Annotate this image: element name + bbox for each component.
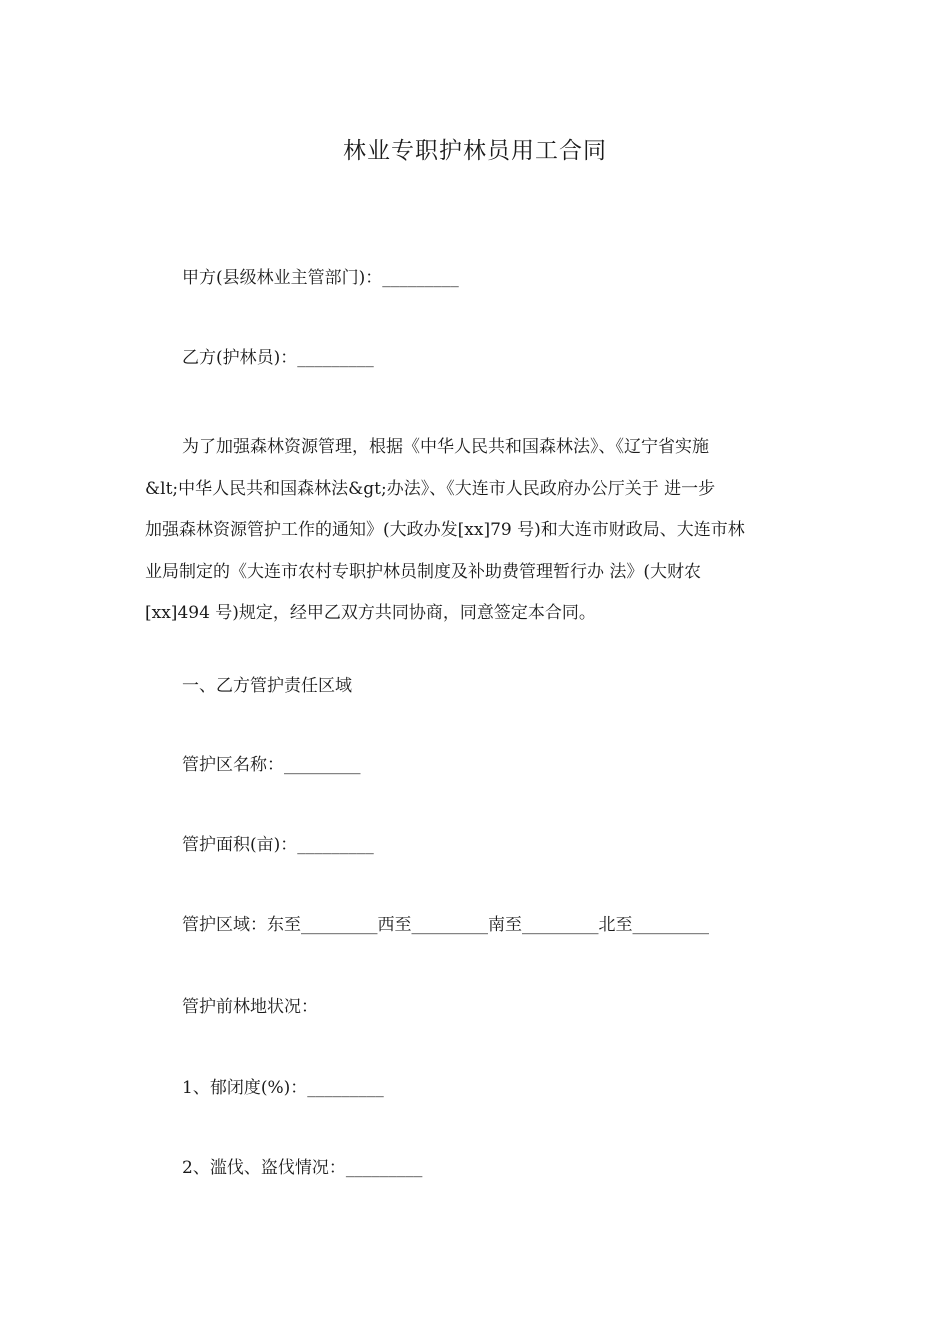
document-title: 林业专职护林员用工合同 [343, 138, 607, 164]
item-2-line: 2、滥伐、盗伐情况：_________ [182, 1158, 423, 1178]
intro-line-2: &lt;中华人民共和国森林法&gt;办法》、《大连市人民政府办公厅关于 进一步 [145, 478, 716, 499]
section-1-heading: 一、乙方管护责任区域 [182, 676, 352, 696]
item-1-line: 1、郁闭度(%)：_________ [182, 1078, 384, 1098]
area-name-line: 管护区名称：_________ [182, 755, 361, 775]
intro-paragraph [145, 427, 810, 635]
area-size-line: 管护面积(亩)：_________ [182, 835, 374, 855]
party-b-line: 乙方(护林员)：_________ [182, 348, 374, 368]
intro-line-5: [xx]494 号)规定，经甲乙双方共同协商，同意签定本合同。 [145, 603, 596, 623]
intro-line-3: 加强森林资源管护工作的通知》(大政办发[xx]79 号)和大连市财政局、大连市林 [145, 520, 745, 540]
intro-line-1: 为了加强森林资源管理，根据《中华人民共和国森林法》、《辽宁省实施 [182, 437, 709, 457]
pre-condition-line: 管护前林地状况： [182, 997, 318, 1017]
party-a-line: 甲方(县级林业主管部门)：_________ [182, 268, 459, 288]
intro-line-4: 业局制定的《大连市农村专职护林员制度及补助费管理暂行办 法》(大财农 [145, 561, 702, 582]
area-bounds-line: 管护区域：东至_________西至_________南至_________北至_________ [182, 915, 709, 935]
